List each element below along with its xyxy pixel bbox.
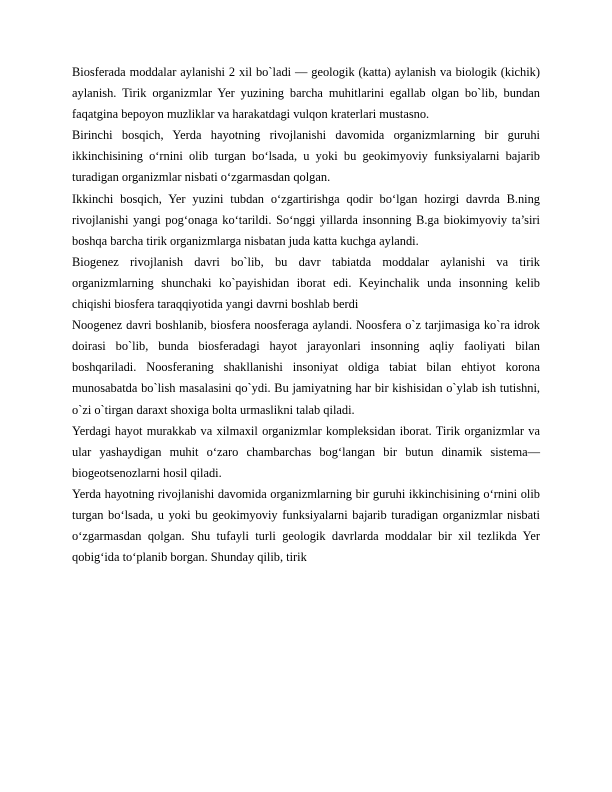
document-body (72, 62, 540, 568)
paragraph-biogeocenosis: Yerdagi hayot murakkab va xilmaxil organizmlar kompleksidan iborat. Tirik organizmlar va ular yashaydigan muhit o‘zaro chambarchas bog‘langan bir butun dinamik sistema—biogeotsenozlarni hosil qiladi. (72, 423, 540, 480)
paragraph-first-stage: Birinchi bosqich, Yerda hayotning rivojlanishi davomida organizmlarning bir guruhi ikkinchisining o‘rnini olib turgan bo‘lsada, u yoki bu geokimyoviy funksiyalarni bajarib turadigan organizmlar nisbati o‘zgarmasdan qolgan. (72, 128, 540, 185)
paragraph-second-stage: Ikkinchi bosqich, Yer yuzini tubdan o‘zgartirishga qodir bo‘lgan hozirgi davrda B.ning rivojlanishi yangi pog‘onaga ko‘tarildi. So‘nggi yillarda insonning B.ga biokimyoviy ta’siri boshqa barcha tirik organizmlarga nisbatan juda katta kuchga aylandi. (72, 191, 540, 248)
paragraph-geologic-periods: Yerda hayotning rivojlanishi davomida organizmlarning bir guruhi ikkinchisining o‘rnini olib turgan bo‘lsada, u yoki bu geokimyoviy funksiyalarni bajarib turadigan organizmlar nisbati o‘zgarmasdan qolgan. Shu tufayli turli geologik davrlarda moddalar bir xil tezlikda Yer qobig‘ida to‘planib borgan. Shunday qilib, tirik (72, 486, 540, 565)
paragraph-biosphere-cycles: Biosferada moddalar aylanishi 2 xil bo`ladi — geologik (katta) aylanish va biologik (kichik) aylanish. Tirik organizmlar Yer yuzining barcha muhitlarini egallab olgan bo`lib, bundan faqatgina bepoyon muzliklar va harakatdagi vulqon kraterlari mustasno. (72, 65, 540, 122)
paragraph-biogenesis: Biogenez rivojlanish davri bo`lib, bu davr tabiatda moddalar aylanishi va tirik organizmlarning shunchaki ko`payishidan iborat edi. Keyinchalik unda insonning kelib chiqishi biosfera taraqqiyotida yangi davrni boshlab berdi (72, 254, 540, 312)
paragraph-noogenesis: Noogenez davri boshlanib, biosfera noosferaga aylandi. Noosfera o`z tarjimasiga ko`ra idrok doirasi bo`lib, bunda biosferadagi hayot jarayonlari insonning aqliy faoliyati bilan boshqariladi. Noosferaning shakllanishi insoniyat oldiga tabiat bilan ehtiyot korona munosabatda bo`lish masalasini qo`ydi. Bu jamiyatning har bir kishisidan o`ylab ish tutishni, o`zi o`tirgan daraxt shoxiga bolta urmaslikni talab qiladi. (72, 318, 540, 417)
